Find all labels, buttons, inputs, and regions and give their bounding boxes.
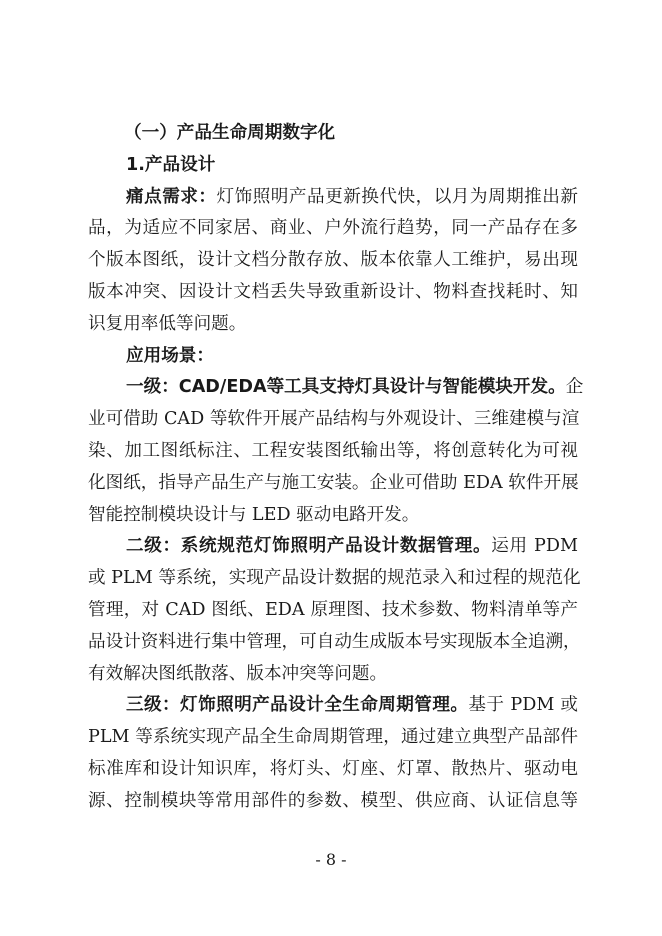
level-1-lead: 一级：CAD/EDA等工具支持灯具设计与智能模块开发。 xyxy=(126,377,566,398)
text-line: 基于 PDM 或 xyxy=(468,695,578,716)
text-line: 智能控制模块设计与 LED 驱动电路开发。 xyxy=(88,504,420,525)
text-line: 识复用率低等问题。 xyxy=(88,313,247,334)
text-line: 标准库和设计知识库，将灯头、灯座、灯罩、散热片、驱动电 xyxy=(88,758,578,779)
text-line: 源、控制模块等常用部件的参数、模型、供应商、认证信息等 xyxy=(88,790,578,811)
text-line: 版本冲突、因设计文档丢失导致重新设计、物料查找耗时、知 xyxy=(88,281,578,302)
text-line: 灯饰照明产品更新换代快，以月为周期推出新 xyxy=(216,186,578,207)
text-line: 染、加工图纸标注、工程安装图纸输出等，将创意转化为可视 xyxy=(88,440,578,461)
level-3-lead: 三级：灯饰照明产品设计全生命周期管理。 xyxy=(126,695,469,716)
level-1-paragraph xyxy=(88,372,584,531)
pain-point-lead: 痛点需求： xyxy=(126,186,217,207)
level-3-paragraph xyxy=(88,690,578,817)
level-2-lead: 二级：系统规范灯饰照明产品设计数据管理。 xyxy=(126,536,492,557)
text-line: PLM 等系统实现产品全生命周期管理，通过建立典型产品部件 xyxy=(88,727,578,748)
scenarios-label: 应用场景： xyxy=(126,345,214,366)
text-line: 企 xyxy=(565,377,584,398)
text-line: 或 PLM 等系统，实现产品设计数据的规范录入和过程的规范化 xyxy=(88,568,581,589)
text-line: 管理，对 CAD 图纸、EDA 原理图、技术参数、物料清单等产 xyxy=(88,599,578,620)
level-2-paragraph xyxy=(88,531,581,690)
pain-point-paragraph xyxy=(88,182,578,341)
subsection-title: 1.产品设计 xyxy=(126,154,216,175)
section-title: （一）产品生命周期数字化 xyxy=(124,123,336,143)
text-line: 品设计资料进行集中管理，可自动生成版本号实现版本全追溯， xyxy=(88,631,581,652)
text-line: 有效解决图纸散落、版本冲突等问题。 xyxy=(88,663,388,684)
text-line: 运用 PDM xyxy=(491,536,578,557)
text-line: 化图纸，指导产品生产与施工安装。企业可借助 EDA 软件开展 xyxy=(88,472,579,493)
page-number: - 8 - xyxy=(315,850,347,869)
text-line: 品，为适应不同家居、商业、户外流行趋势，同一产品存在多 xyxy=(88,218,578,239)
text-line: 个版本图纸，设计文档分散存放、版本依靠人工维护，易出现 xyxy=(88,250,578,271)
text-line: 业可借助 CAD 等软件开展产品结构与外观设计、三维建模与渲 xyxy=(88,409,580,430)
document-page xyxy=(88,118,584,818)
